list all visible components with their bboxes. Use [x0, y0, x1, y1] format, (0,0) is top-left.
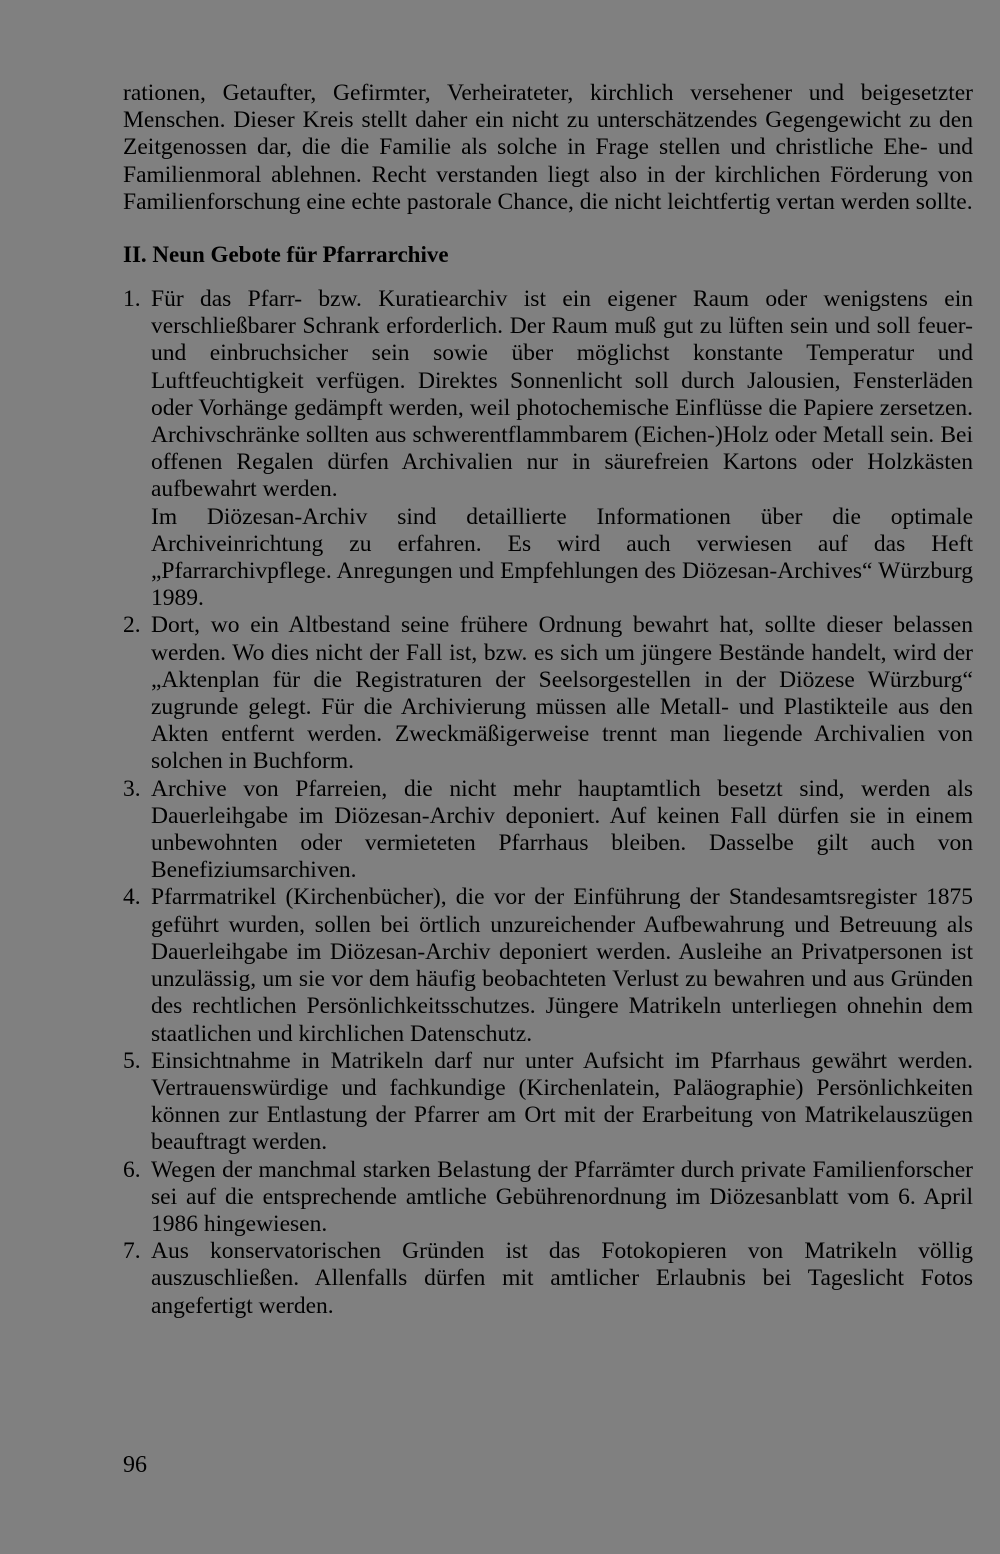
item-number: 6.: [123, 1156, 141, 1183]
list-item: [123, 884, 973, 1047]
item-paragraph: Pfarrmatrikel (Kirchenbücher), die vor der Einführung der Standesamtsregister 1875 geführt wurden, sollen bei örtlich unzureichender Aufbewahrung und Betreuung als Dauerleihgabe im Diözesan-Archiv deponiert werden. Ausleihe an Privatpersonen ist unzulässig, um sie vor dem häufig beobachteten Verlust zu bewahren und aus Gründen des rechtlichen Persönlichkeitsschutzes. Jüngere Matrikeln unterliegen ohnehin dem staatlichen und kirchlichen Datenschutz.: [151, 884, 973, 1047]
list-item: [123, 612, 973, 775]
item-paragraph: Im Diözesan-Archiv sind detaillierte Informationen über die optimale Archiveinrichtung zu erfahren. Es wird auch verwiesen auf das Heft „Pfarrarchivpflege. Anregungen und Empfehlungen des Diözesan-Archives“ Würzburg 1989.: [151, 503, 973, 612]
item-paragraph: Für das Pfarr- bzw. Kuratiearchiv ist ein eigener Raum oder wenigstens ein verschließbarer Schrank erforderlich. Der Raum muß gut zu lüften sein und soll feuer- und einbruchsicher sein sowie über möglichst konstante Temperatur und Luftfeuchtigkeit verfügen. Direktes Sonnenlicht soll durch Jalousien, Fensterläden oder Vorhänge gedämpft werden, weil photochemische Einflüsse die Papiere zersetzen. Archivschränke sollten aus schwerentflammbarem (Eichen-)Holz oder Metall sein. Bei offenen Regalen dürfen Archivalien nur in säurefreien Kartons oder Holzkästen aufbewahrt werden.: [151, 286, 973, 503]
rules-list: [123, 286, 973, 1320]
item-number: 2.: [123, 612, 141, 639]
item-number: 4.: [123, 884, 141, 911]
item-paragraph: Dort, wo ein Altbestand seine frühere Ordnung bewahrt hat, sollte dieser belassen werden. Wo dies nicht der Fall ist, bzw. es sich um jüngere Bestände handelt, wird der „Aktenplan für die Registraturen der Seelsorgestellen in der Diözese Würzburg“ zugrunde gelegt. Für die Archivierung müssen alle Metall- und Plastikteile aus den Akten entfernt werden. Zweckmäßigerweise trennt man liegende Archivalien von solchen in Buchform.: [151, 612, 973, 775]
list-item: [123, 1238, 973, 1320]
list-item: [123, 776, 973, 885]
item-number: 1.: [123, 286, 141, 313]
list-item: [123, 1157, 973, 1239]
page-content: [123, 80, 973, 1320]
item-paragraph: Einsichtnahme in Matrikeln darf nur unter Aufsicht im Pfarrhaus gewährt werden. Vertrauenswürdige und fachkundige (Kirchenlatein, Paläographie) Persönlichkeiten können zur Entlastung der Pfarrer am Ort mit der Erarbeitung von Matrikelauszügen beauftragt werden.: [151, 1047, 973, 1156]
item-body: [151, 776, 973, 885]
item-number: 7.: [123, 1238, 141, 1265]
list-item: [123, 286, 973, 612]
item-number: 3.: [123, 775, 141, 802]
list-item: [123, 1048, 973, 1157]
item-paragraph: Aus konservatorischen Gründen ist das Fotokopieren von Matrikeln völlig auszuschließen. Allenfalls dürfen mit amtlicher Erlaubnis bei Tageslicht Fotos angefertigt werden.: [151, 1238, 973, 1319]
item-paragraph: Wegen der manchmal starken Belastung der Pfarrämter durch private Familienforscher sei auf die entsprechende amtliche Gebührenordnung im Diözesanblatt vom 6. April 1986 hingewiesen.: [151, 1156, 973, 1237]
item-body: [151, 884, 973, 1047]
item-paragraph: Archive von Pfarreien, die nicht mehr hauptamtlich besetzt sind, werden als Dauerleihgabe im Diözesan-Archiv deponiert. Auf keinen Fall dürfen sie in einem unbewohnten oder vermieteten Pfarrhaus bleiben. Dasselbe gilt auch von Benefiziumsarchiven.: [151, 775, 973, 884]
item-body: [151, 1157, 973, 1239]
section-heading: II. Neun Gebote für Pfarrarchive: [123, 242, 449, 268]
item-body: [151, 1238, 973, 1320]
item-number: 5.: [123, 1047, 141, 1074]
page-number: 96: [123, 1452, 147, 1478]
item-body: [151, 1048, 973, 1157]
item-body: [151, 612, 973, 775]
item-body: [151, 286, 973, 612]
intro-paragraph: rationen, Getaufter, Gefirmter, Verheirateter, kirchlich versehener und beigesetzter Menschen. Dieser Kreis stellt daher ein nicht zu unterschätzendes Gegengewicht zu den Zeitgenossen dar, die die Familie als solche in Frage stellen und christliche Ehe- und Familienmoral ablehnen. Recht verstanden liegt also in der kirchlichen Förderung von Familienforschung eine echte pastorale Chance, die nicht leichtfertig vertan werden sollte.: [123, 80, 973, 215]
